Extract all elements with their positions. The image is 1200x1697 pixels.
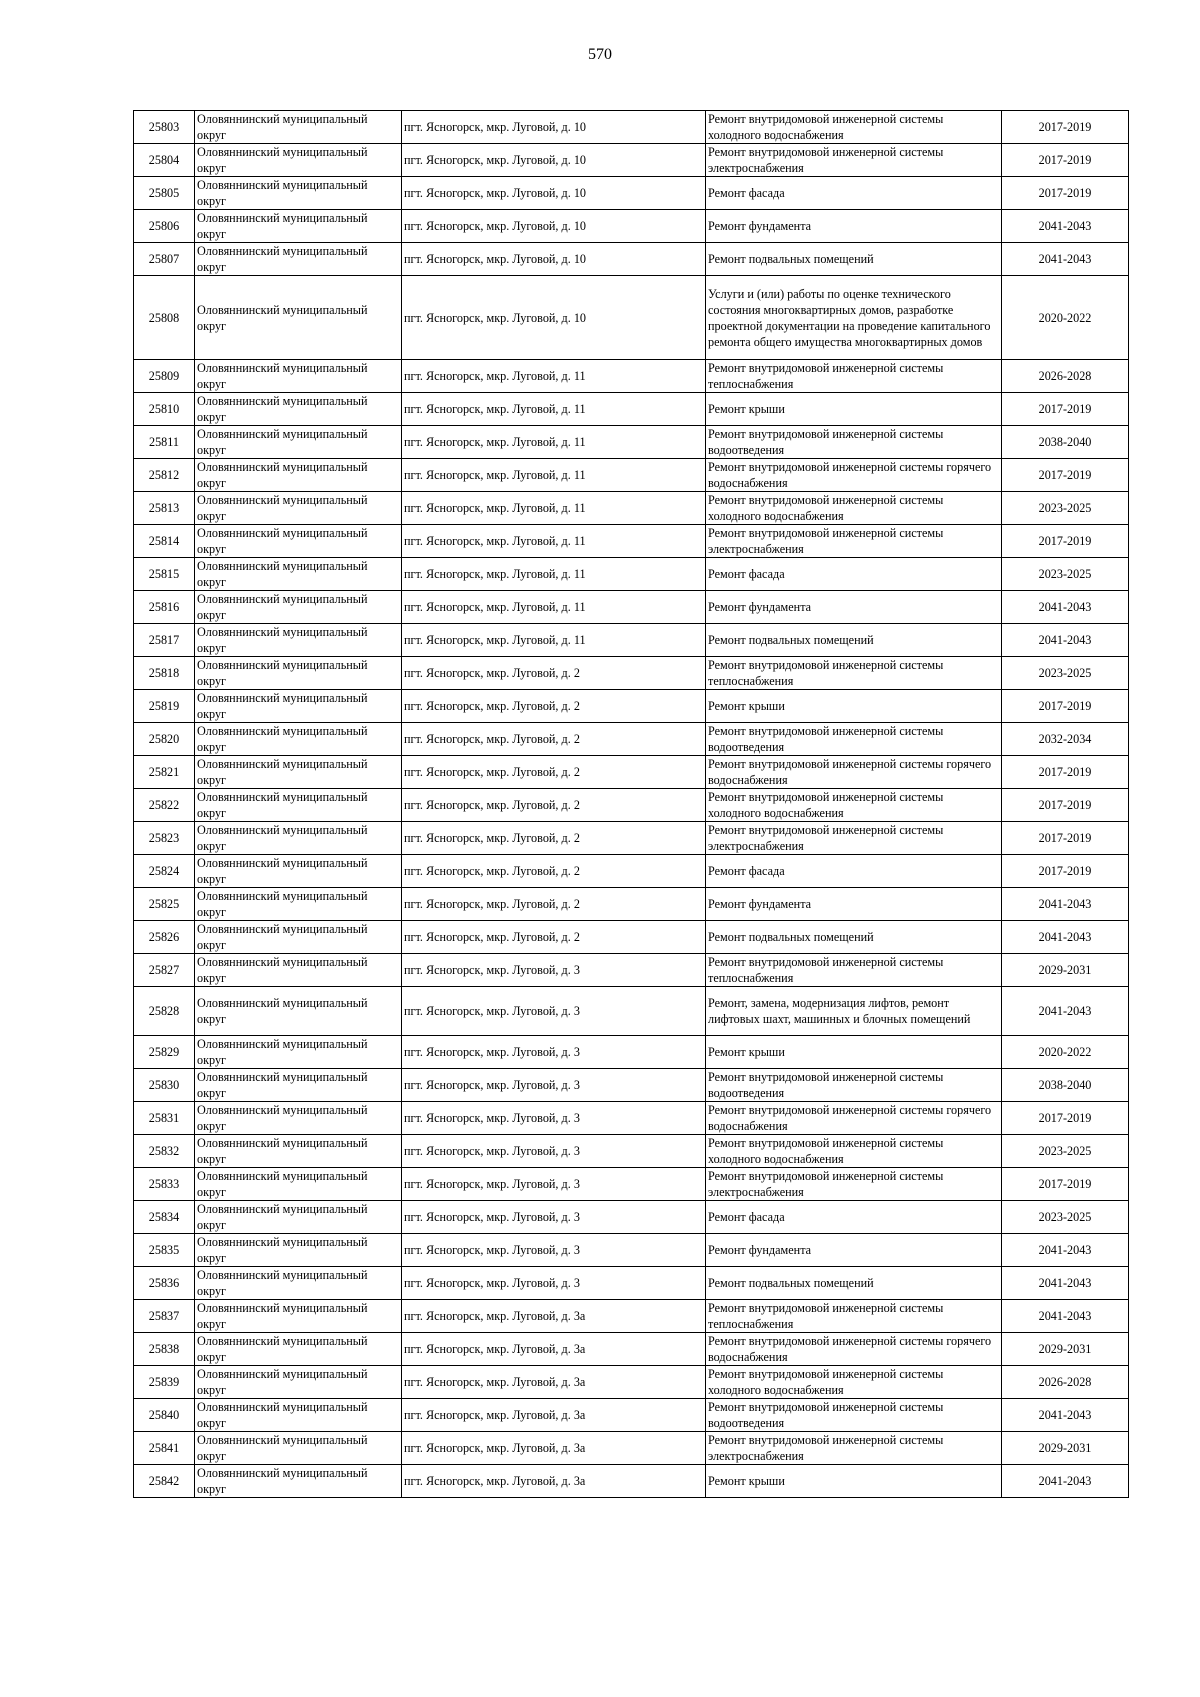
district-cell: Оловяннинский муниципальный округ (195, 111, 402, 144)
address-cell: пгт. Ясногорск, мкр. Луговой, д. 2 (402, 756, 706, 789)
row-number: 25819 (134, 690, 195, 723)
table-row (134, 657, 1129, 690)
table-row (134, 144, 1129, 177)
table-row (134, 624, 1129, 657)
row-number: 25835 (134, 1234, 195, 1267)
table-row (134, 690, 1129, 723)
row-number: 25828 (134, 987, 195, 1036)
district-cell: Оловяннинский муниципальный округ (195, 591, 402, 624)
district-cell: Оловяннинский муниципальный округ (195, 1399, 402, 1432)
work-type-cell: Ремонт подвальных помещений (706, 1267, 1002, 1300)
period-cell: 2041-2043 (1002, 987, 1129, 1036)
address-cell: пгт. Ясногорск, мкр. Луговой, д. 11 (402, 492, 706, 525)
district-cell: Оловяннинский муниципальный округ (195, 855, 402, 888)
row-number: 25812 (134, 459, 195, 492)
period-cell: 2017-2019 (1002, 1168, 1129, 1201)
district-cell: Оловяннинский муниципальный округ (195, 1300, 402, 1333)
table-row (134, 276, 1129, 360)
work-type-cell: Ремонт внутридомовой инженерной системы холодного водоснабжения (706, 1366, 1002, 1399)
period-cell: 2017-2019 (1002, 393, 1129, 426)
period-cell: 2017-2019 (1002, 789, 1129, 822)
work-type-cell: Ремонт внутридомовой инженерной системы электроснабжения (706, 1432, 1002, 1465)
table-row (134, 1366, 1129, 1399)
work-type-cell: Ремонт крыши (706, 393, 1002, 426)
district-cell: Оловяннинский муниципальный округ (195, 426, 402, 459)
work-type-cell: Ремонт внутридомовой инженерной системы теплоснабжения (706, 1300, 1002, 1333)
row-number: 25831 (134, 1102, 195, 1135)
work-type-cell: Ремонт фундамента (706, 210, 1002, 243)
period-cell: 2041-2043 (1002, 921, 1129, 954)
district-cell: Оловяннинский муниципальный округ (195, 1366, 402, 1399)
address-cell: пгт. Ясногорск, мкр. Луговой, д. 3а (402, 1432, 706, 1465)
period-cell: 2041-2043 (1002, 888, 1129, 921)
row-number: 25803 (134, 111, 195, 144)
work-type-cell: Ремонт внутридомовой инженерной системы холодного водоснабжения (706, 1135, 1002, 1168)
work-type-cell: Ремонт фундамента (706, 1234, 1002, 1267)
table-row (134, 525, 1129, 558)
table-row (134, 1399, 1129, 1432)
table-row (134, 855, 1129, 888)
work-type-cell: Ремонт фасада (706, 1201, 1002, 1234)
period-cell: 2017-2019 (1002, 1102, 1129, 1135)
period-cell: 2023-2025 (1002, 558, 1129, 591)
table-row (134, 591, 1129, 624)
work-type-cell: Ремонт фундамента (706, 888, 1002, 921)
work-type-cell: Ремонт внутридомовой инженерной системы холодного водоснабжения (706, 789, 1002, 822)
work-type-cell: Ремонт фасада (706, 558, 1002, 591)
period-cell: 2041-2043 (1002, 1465, 1129, 1498)
address-cell: пгт. Ясногорск, мкр. Луговой, д. 2 (402, 690, 706, 723)
district-cell: Оловяннинский муниципальный округ (195, 276, 402, 360)
district-cell: Оловяннинский муниципальный округ (195, 360, 402, 393)
district-cell: Оловяннинский муниципальный округ (195, 1201, 402, 1234)
row-number: 25825 (134, 888, 195, 921)
address-cell: пгт. Ясногорск, мкр. Луговой, д. 3 (402, 1102, 706, 1135)
work-type-cell: Ремонт внутридомовой инженерной системы холодного водоснабжения (706, 492, 1002, 525)
district-cell: Оловяннинский муниципальный округ (195, 1135, 402, 1168)
table-row (134, 1234, 1129, 1267)
address-cell: пгт. Ясногорск, мкр. Луговой, д. 11 (402, 459, 706, 492)
work-type-cell: Ремонт подвальных помещений (706, 624, 1002, 657)
district-cell: Оловяннинский муниципальный округ (195, 822, 402, 855)
row-number: 25805 (134, 177, 195, 210)
address-cell: пгт. Ясногорск, мкр. Луговой, д. 11 (402, 393, 706, 426)
work-type-cell: Услуги и (или) работы по оценке технического состояния многоквартирных домов, разработке проектной документации на проведение капитального ремонта общего имущества многоквартирных домов (706, 276, 1002, 360)
district-cell: Оловяннинский муниципальный округ (195, 657, 402, 690)
table-row (134, 1201, 1129, 1234)
period-cell: 2041-2043 (1002, 210, 1129, 243)
address-cell: пгт. Ясногорск, мкр. Луговой, д. 2 (402, 888, 706, 921)
address-cell: пгт. Ясногорск, мкр. Луговой, д. 3 (402, 1036, 706, 1069)
table-row (134, 1465, 1129, 1498)
row-number: 25813 (134, 492, 195, 525)
work-type-cell: Ремонт внутридомовой инженерной системы горячего водоснабжения (706, 459, 1002, 492)
district-cell: Оловяннинский муниципальный округ (195, 954, 402, 987)
row-number: 25829 (134, 1036, 195, 1069)
district-cell: Оловяннинский муниципальный округ (195, 690, 402, 723)
table-row (134, 459, 1129, 492)
row-number: 25827 (134, 954, 195, 987)
row-number: 25824 (134, 855, 195, 888)
table-row (134, 1300, 1129, 1333)
address-cell: пгт. Ясногорск, мкр. Луговой, д. 10 (402, 111, 706, 144)
district-cell: Оловяннинский муниципальный округ (195, 393, 402, 426)
address-cell: пгт. Ясногорск, мкр. Луговой, д. 10 (402, 210, 706, 243)
period-cell: 2041-2043 (1002, 624, 1129, 657)
table-row (134, 789, 1129, 822)
period-cell: 2029-2031 (1002, 954, 1129, 987)
table-row (134, 243, 1129, 276)
table-row (134, 492, 1129, 525)
period-cell: 2029-2031 (1002, 1432, 1129, 1465)
district-cell: Оловяннинский муниципальный округ (195, 492, 402, 525)
district-cell: Оловяннинский муниципальный округ (195, 1036, 402, 1069)
district-cell: Оловяннинский муниципальный округ (195, 1168, 402, 1201)
table-row (134, 393, 1129, 426)
address-cell: пгт. Ясногорск, мкр. Луговой, д. 11 (402, 426, 706, 459)
table-row (134, 426, 1129, 459)
address-cell: пгт. Ясногорск, мкр. Луговой, д. 3 (402, 1135, 706, 1168)
table-row (134, 723, 1129, 756)
period-cell: 2017-2019 (1002, 111, 1129, 144)
row-number: 25817 (134, 624, 195, 657)
address-cell: пгт. Ясногорск, мкр. Луговой, д. 2 (402, 789, 706, 822)
address-cell: пгт. Ясногорск, мкр. Луговой, д. 3 (402, 987, 706, 1036)
row-number: 25807 (134, 243, 195, 276)
row-number: 25834 (134, 1201, 195, 1234)
row-number: 25832 (134, 1135, 195, 1168)
district-cell: Оловяннинский муниципальный округ (195, 1432, 402, 1465)
period-cell: 2038-2040 (1002, 1069, 1129, 1102)
table-row (134, 1069, 1129, 1102)
table-row (134, 954, 1129, 987)
work-type-cell: Ремонт внутридомовой инженерной системы электроснабжения (706, 525, 1002, 558)
table-row (134, 1267, 1129, 1300)
address-cell: пгт. Ясногорск, мкр. Луговой, д. 3 (402, 1069, 706, 1102)
period-cell: 2017-2019 (1002, 855, 1129, 888)
table-row (134, 1432, 1129, 1465)
work-type-cell: Ремонт крыши (706, 1036, 1002, 1069)
address-cell: пгт. Ясногорск, мкр. Луговой, д. 2 (402, 657, 706, 690)
row-number: 25838 (134, 1333, 195, 1366)
district-cell: Оловяннинский муниципальный округ (195, 723, 402, 756)
work-type-cell: Ремонт крыши (706, 1465, 1002, 1498)
work-type-cell: Ремонт внутридомовой инженерной системы теплоснабжения (706, 954, 1002, 987)
period-cell: 2017-2019 (1002, 756, 1129, 789)
period-cell: 2017-2019 (1002, 822, 1129, 855)
address-cell: пгт. Ясногорск, мкр. Луговой, д. 3 (402, 954, 706, 987)
work-type-cell: Ремонт крыши (706, 690, 1002, 723)
district-cell: Оловяннинский муниципальный округ (195, 921, 402, 954)
row-number: 25837 (134, 1300, 195, 1333)
district-cell: Оловяннинский муниципальный округ (195, 1465, 402, 1498)
work-type-cell: Ремонт, замена, модернизация лифтов, ремонт лифтовых шахт, машинных и блочных помещений (706, 987, 1002, 1036)
district-cell: Оловяннинский муниципальный округ (195, 1102, 402, 1135)
period-cell: 2041-2043 (1002, 1234, 1129, 1267)
district-cell: Оловяннинский муниципальный округ (195, 558, 402, 591)
work-type-cell: Ремонт подвальных помещений (706, 921, 1002, 954)
work-type-cell: Ремонт внутридомовой инженерной системы холодного водоснабжения (706, 111, 1002, 144)
table-row (134, 558, 1129, 591)
address-cell: пгт. Ясногорск, мкр. Луговой, д. 11 (402, 624, 706, 657)
table-row (134, 1036, 1129, 1069)
address-cell: пгт. Ясногорск, мкр. Луговой, д. 3 (402, 1168, 706, 1201)
row-number: 25821 (134, 756, 195, 789)
row-number: 25840 (134, 1399, 195, 1432)
district-cell: Оловяннинский муниципальный округ (195, 1333, 402, 1366)
table-row (134, 360, 1129, 393)
row-number: 25811 (134, 426, 195, 459)
address-cell: пгт. Ясногорск, мкр. Луговой, д. 10 (402, 243, 706, 276)
address-cell: пгт. Ясногорск, мкр. Луговой, д. 10 (402, 144, 706, 177)
capital-repair-table (133, 110, 1129, 1498)
address-cell: пгт. Ясногорск, мкр. Луговой, д. 11 (402, 591, 706, 624)
work-type-cell: Ремонт внутридомовой инженерной системы горячего водоснабжения (706, 1333, 1002, 1366)
row-number: 25830 (134, 1069, 195, 1102)
district-cell: Оловяннинский муниципальный округ (195, 177, 402, 210)
district-cell: Оловяннинский муниципальный округ (195, 1234, 402, 1267)
row-number: 25815 (134, 558, 195, 591)
table-row (134, 756, 1129, 789)
row-number: 25833 (134, 1168, 195, 1201)
row-number: 25822 (134, 789, 195, 822)
work-type-cell: Ремонт внутридомовой инженерной системы теплоснабжения (706, 657, 1002, 690)
table-row (134, 1102, 1129, 1135)
period-cell: 2041-2043 (1002, 1300, 1129, 1333)
address-cell: пгт. Ясногорск, мкр. Луговой, д. 3 (402, 1267, 706, 1300)
address-cell: пгт. Ясногорск, мкр. Луговой, д. 2 (402, 822, 706, 855)
address-cell: пгт. Ясногорск, мкр. Луговой, д. 3а (402, 1465, 706, 1498)
work-type-cell: Ремонт внутридомовой инженерной системы водоотведения (706, 723, 1002, 756)
district-cell: Оловяннинский муниципальный округ (195, 987, 402, 1036)
district-cell: Оловяннинский муниципальный округ (195, 789, 402, 822)
table-row (134, 822, 1129, 855)
period-cell: 2017-2019 (1002, 177, 1129, 210)
table-row (134, 111, 1129, 144)
district-cell: Оловяннинский муниципальный округ (195, 756, 402, 789)
row-number: 25841 (134, 1432, 195, 1465)
period-cell: 2041-2043 (1002, 1267, 1129, 1300)
work-type-cell: Ремонт внутридомовой инженерной системы водоотведения (706, 1069, 1002, 1102)
district-cell: Оловяннинский муниципальный округ (195, 888, 402, 921)
period-cell: 2020-2022 (1002, 1036, 1129, 1069)
address-cell: пгт. Ясногорск, мкр. Луговой, д. 10 (402, 276, 706, 360)
period-cell: 2026-2028 (1002, 1366, 1129, 1399)
address-cell: пгт. Ясногорск, мкр. Луговой, д. 3а (402, 1333, 706, 1366)
period-cell: 2038-2040 (1002, 426, 1129, 459)
address-cell: пгт. Ясногорск, мкр. Луговой, д. 3 (402, 1234, 706, 1267)
district-cell: Оловяннинский муниципальный округ (195, 144, 402, 177)
row-number: 25842 (134, 1465, 195, 1498)
period-cell: 2023-2025 (1002, 492, 1129, 525)
district-cell: Оловяннинский муниципальный округ (195, 243, 402, 276)
period-cell: 2041-2043 (1002, 243, 1129, 276)
address-cell: пгт. Ясногорск, мкр. Луговой, д. 11 (402, 558, 706, 591)
table-row (134, 921, 1129, 954)
district-cell: Оловяннинский муниципальный округ (195, 1267, 402, 1300)
period-cell: 2017-2019 (1002, 144, 1129, 177)
work-type-cell: Ремонт внутридомовой инженерной системы водоотведения (706, 1399, 1002, 1432)
row-number: 25810 (134, 393, 195, 426)
table-row (134, 1333, 1129, 1366)
address-cell: пгт. Ясногорск, мкр. Луговой, д. 2 (402, 855, 706, 888)
period-cell: 2029-2031 (1002, 1333, 1129, 1366)
work-type-cell: Ремонт внутридомовой инженерной системы электроснабжения (706, 1168, 1002, 1201)
address-cell: пгт. Ясногорск, мкр. Луговой, д. 3а (402, 1366, 706, 1399)
row-number: 25818 (134, 657, 195, 690)
address-cell: пгт. Ясногорск, мкр. Луговой, д. 11 (402, 360, 706, 393)
period-cell: 2017-2019 (1002, 690, 1129, 723)
table-row (134, 177, 1129, 210)
row-number: 25804 (134, 144, 195, 177)
period-cell: 2026-2028 (1002, 360, 1129, 393)
table-row (134, 888, 1129, 921)
district-cell: Оловяннинский муниципальный округ (195, 210, 402, 243)
row-number: 25814 (134, 525, 195, 558)
work-type-cell: Ремонт фундамента (706, 591, 1002, 624)
period-cell: 2041-2043 (1002, 591, 1129, 624)
page-number: 570 (588, 46, 612, 63)
address-cell: пгт. Ясногорск, мкр. Луговой, д. 3 (402, 1201, 706, 1234)
row-number: 25816 (134, 591, 195, 624)
district-cell: Оловяннинский муниципальный округ (195, 624, 402, 657)
work-type-cell: Ремонт фасада (706, 855, 1002, 888)
address-cell: пгт. Ясногорск, мкр. Луговой, д. 2 (402, 921, 706, 954)
row-number: 25823 (134, 822, 195, 855)
period-cell: 2041-2043 (1002, 1399, 1129, 1432)
district-cell: Оловяннинский муниципальный округ (195, 525, 402, 558)
period-cell: 2023-2025 (1002, 657, 1129, 690)
row-number: 25836 (134, 1267, 195, 1300)
work-type-cell: Ремонт внутридомовой инженерной системы электроснабжения (706, 144, 1002, 177)
period-cell: 2017-2019 (1002, 459, 1129, 492)
row-number: 25820 (134, 723, 195, 756)
address-cell: пгт. Ясногорск, мкр. Луговой, д. 3а (402, 1300, 706, 1333)
work-type-cell: Ремонт внутридомовой инженерной системы электроснабжения (706, 822, 1002, 855)
period-cell: 2032-2034 (1002, 723, 1129, 756)
row-number: 25839 (134, 1366, 195, 1399)
work-type-cell: Ремонт подвальных помещений (706, 243, 1002, 276)
address-cell: пгт. Ясногорск, мкр. Луговой, д. 3а (402, 1399, 706, 1432)
district-cell: Оловяннинский муниципальный округ (195, 459, 402, 492)
work-type-cell: Ремонт внутридомовой инженерной системы горячего водоснабжения (706, 756, 1002, 789)
table-row (134, 1168, 1129, 1201)
work-type-cell: Ремонт фасада (706, 177, 1002, 210)
period-cell: 2023-2025 (1002, 1201, 1129, 1234)
row-number: 25809 (134, 360, 195, 393)
table-row (134, 210, 1129, 243)
work-type-cell: Ремонт внутридомовой инженерной системы теплоснабжения (706, 360, 1002, 393)
row-number: 25826 (134, 921, 195, 954)
period-cell: 2017-2019 (1002, 525, 1129, 558)
period-cell: 2023-2025 (1002, 1135, 1129, 1168)
work-type-cell: Ремонт внутридомовой инженерной системы горячего водоснабжения (706, 1102, 1002, 1135)
address-cell: пгт. Ясногорск, мкр. Луговой, д. 2 (402, 723, 706, 756)
table-body (134, 111, 1129, 1498)
work-type-cell: Ремонт внутридомовой инженерной системы водоотведения (706, 426, 1002, 459)
table-row (134, 987, 1129, 1036)
address-cell: пгт. Ясногорск, мкр. Луговой, д. 11 (402, 525, 706, 558)
table-row (134, 1135, 1129, 1168)
district-cell: Оловяннинский муниципальный округ (195, 1069, 402, 1102)
period-cell: 2020-2022 (1002, 276, 1129, 360)
address-cell: пгт. Ясногорск, мкр. Луговой, д. 10 (402, 177, 706, 210)
row-number: 25806 (134, 210, 195, 243)
row-number: 25808 (134, 276, 195, 360)
